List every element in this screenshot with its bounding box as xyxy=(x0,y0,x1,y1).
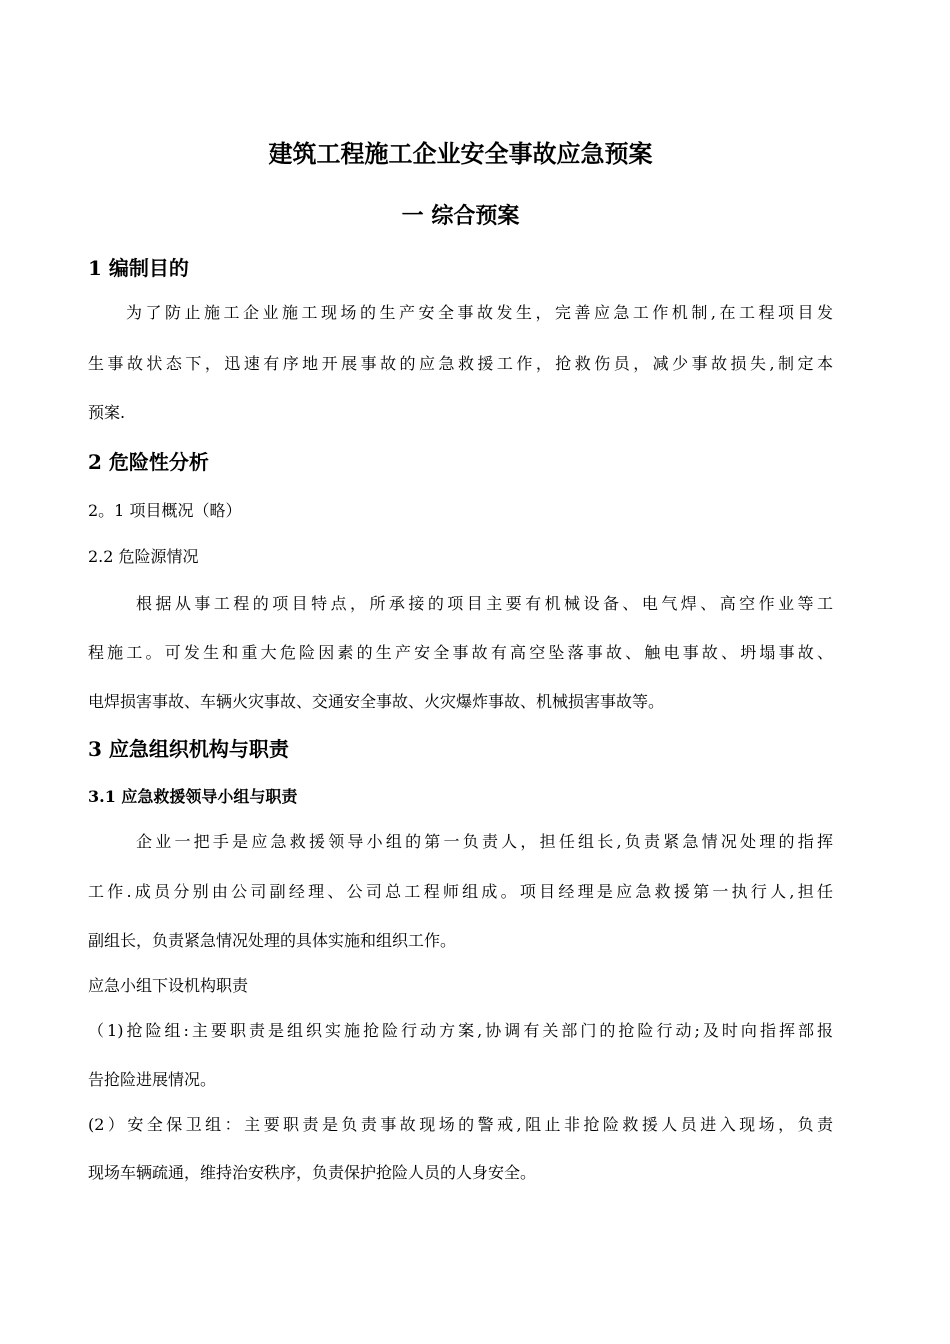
section-3-1-title: 3.1 应急救援领导小组与职责 xyxy=(88,787,298,806)
section-3-note: 应急小组下设机构职责 xyxy=(88,976,249,995)
section-1-heading: 1 编制目的 xyxy=(88,256,189,280)
document-subtitle: 一 综合预案 xyxy=(401,203,520,229)
section-3-line-3: 副组长，负责紧急情况处理的具体实施和组织工作。 xyxy=(88,931,457,950)
document-title: 建筑工程施工企业安全事故应急预案 xyxy=(268,139,653,168)
section-2-line-3: 电焊损害事故、车辆火灾事故、交通安全事故、火灾爆炸事故、机械损害事故等。 xyxy=(88,692,665,711)
section-1-line-2: 生事故状态下，迅速有序地开展事故的应急救援工作，抢救伤员，减少事故损失,制定本 xyxy=(88,354,833,373)
section-3-line-2: 工作.成员分别由公司副经理、公司总工程师组成。项目经理是应急救援第一执行人,担任 xyxy=(88,882,833,901)
item-1-line-1: （1)抢险组:主要职责是组织实施抢险行动方案,协调有关部门的抢险行动;及时向指挥部报 xyxy=(88,1021,833,1040)
section-3-heading: 3 应急组织机构与职责 xyxy=(88,737,289,761)
section-2-line-2: 程施工。可发生和重大危险因素的生产安全事故有高空坠落事故、触电事故、坍塌事故、 xyxy=(88,643,833,662)
section-2-2-title: 2.2 危险源情况 xyxy=(88,547,199,566)
section-3-line-1: 企业一把手是应急救援领导小组的第一负责人，担任组长,负责紧急情况处理的指挥 xyxy=(136,832,833,851)
item-1-line-2: 告抢险进展情况。 xyxy=(88,1070,217,1089)
section-2-heading: 2 危险性分析 xyxy=(88,450,209,474)
section-1-line-1: 为了防止施工企业施工现场的生产安全事故发生，完善应急工作机制,在工程项目发 xyxy=(126,303,833,322)
section-1-line-3: 预案. xyxy=(88,403,126,422)
section-2-1-title: 2。1 项目概况（略） xyxy=(88,501,242,520)
section-2-line-1: 根据从事工程的项目特点，所承接的项目主要有机械设备、电气焊、高空作业等工 xyxy=(136,594,833,613)
item-2-line-1: (2）安全保卫组：主要职责是负责事故现场的警戒,阻止非抢险救援人员进入现场，负责 xyxy=(88,1115,833,1134)
item-2-line-2: 现场车辆疏通，维持治安秩序，负责保护抢险人员的人身安全。 xyxy=(88,1163,537,1182)
